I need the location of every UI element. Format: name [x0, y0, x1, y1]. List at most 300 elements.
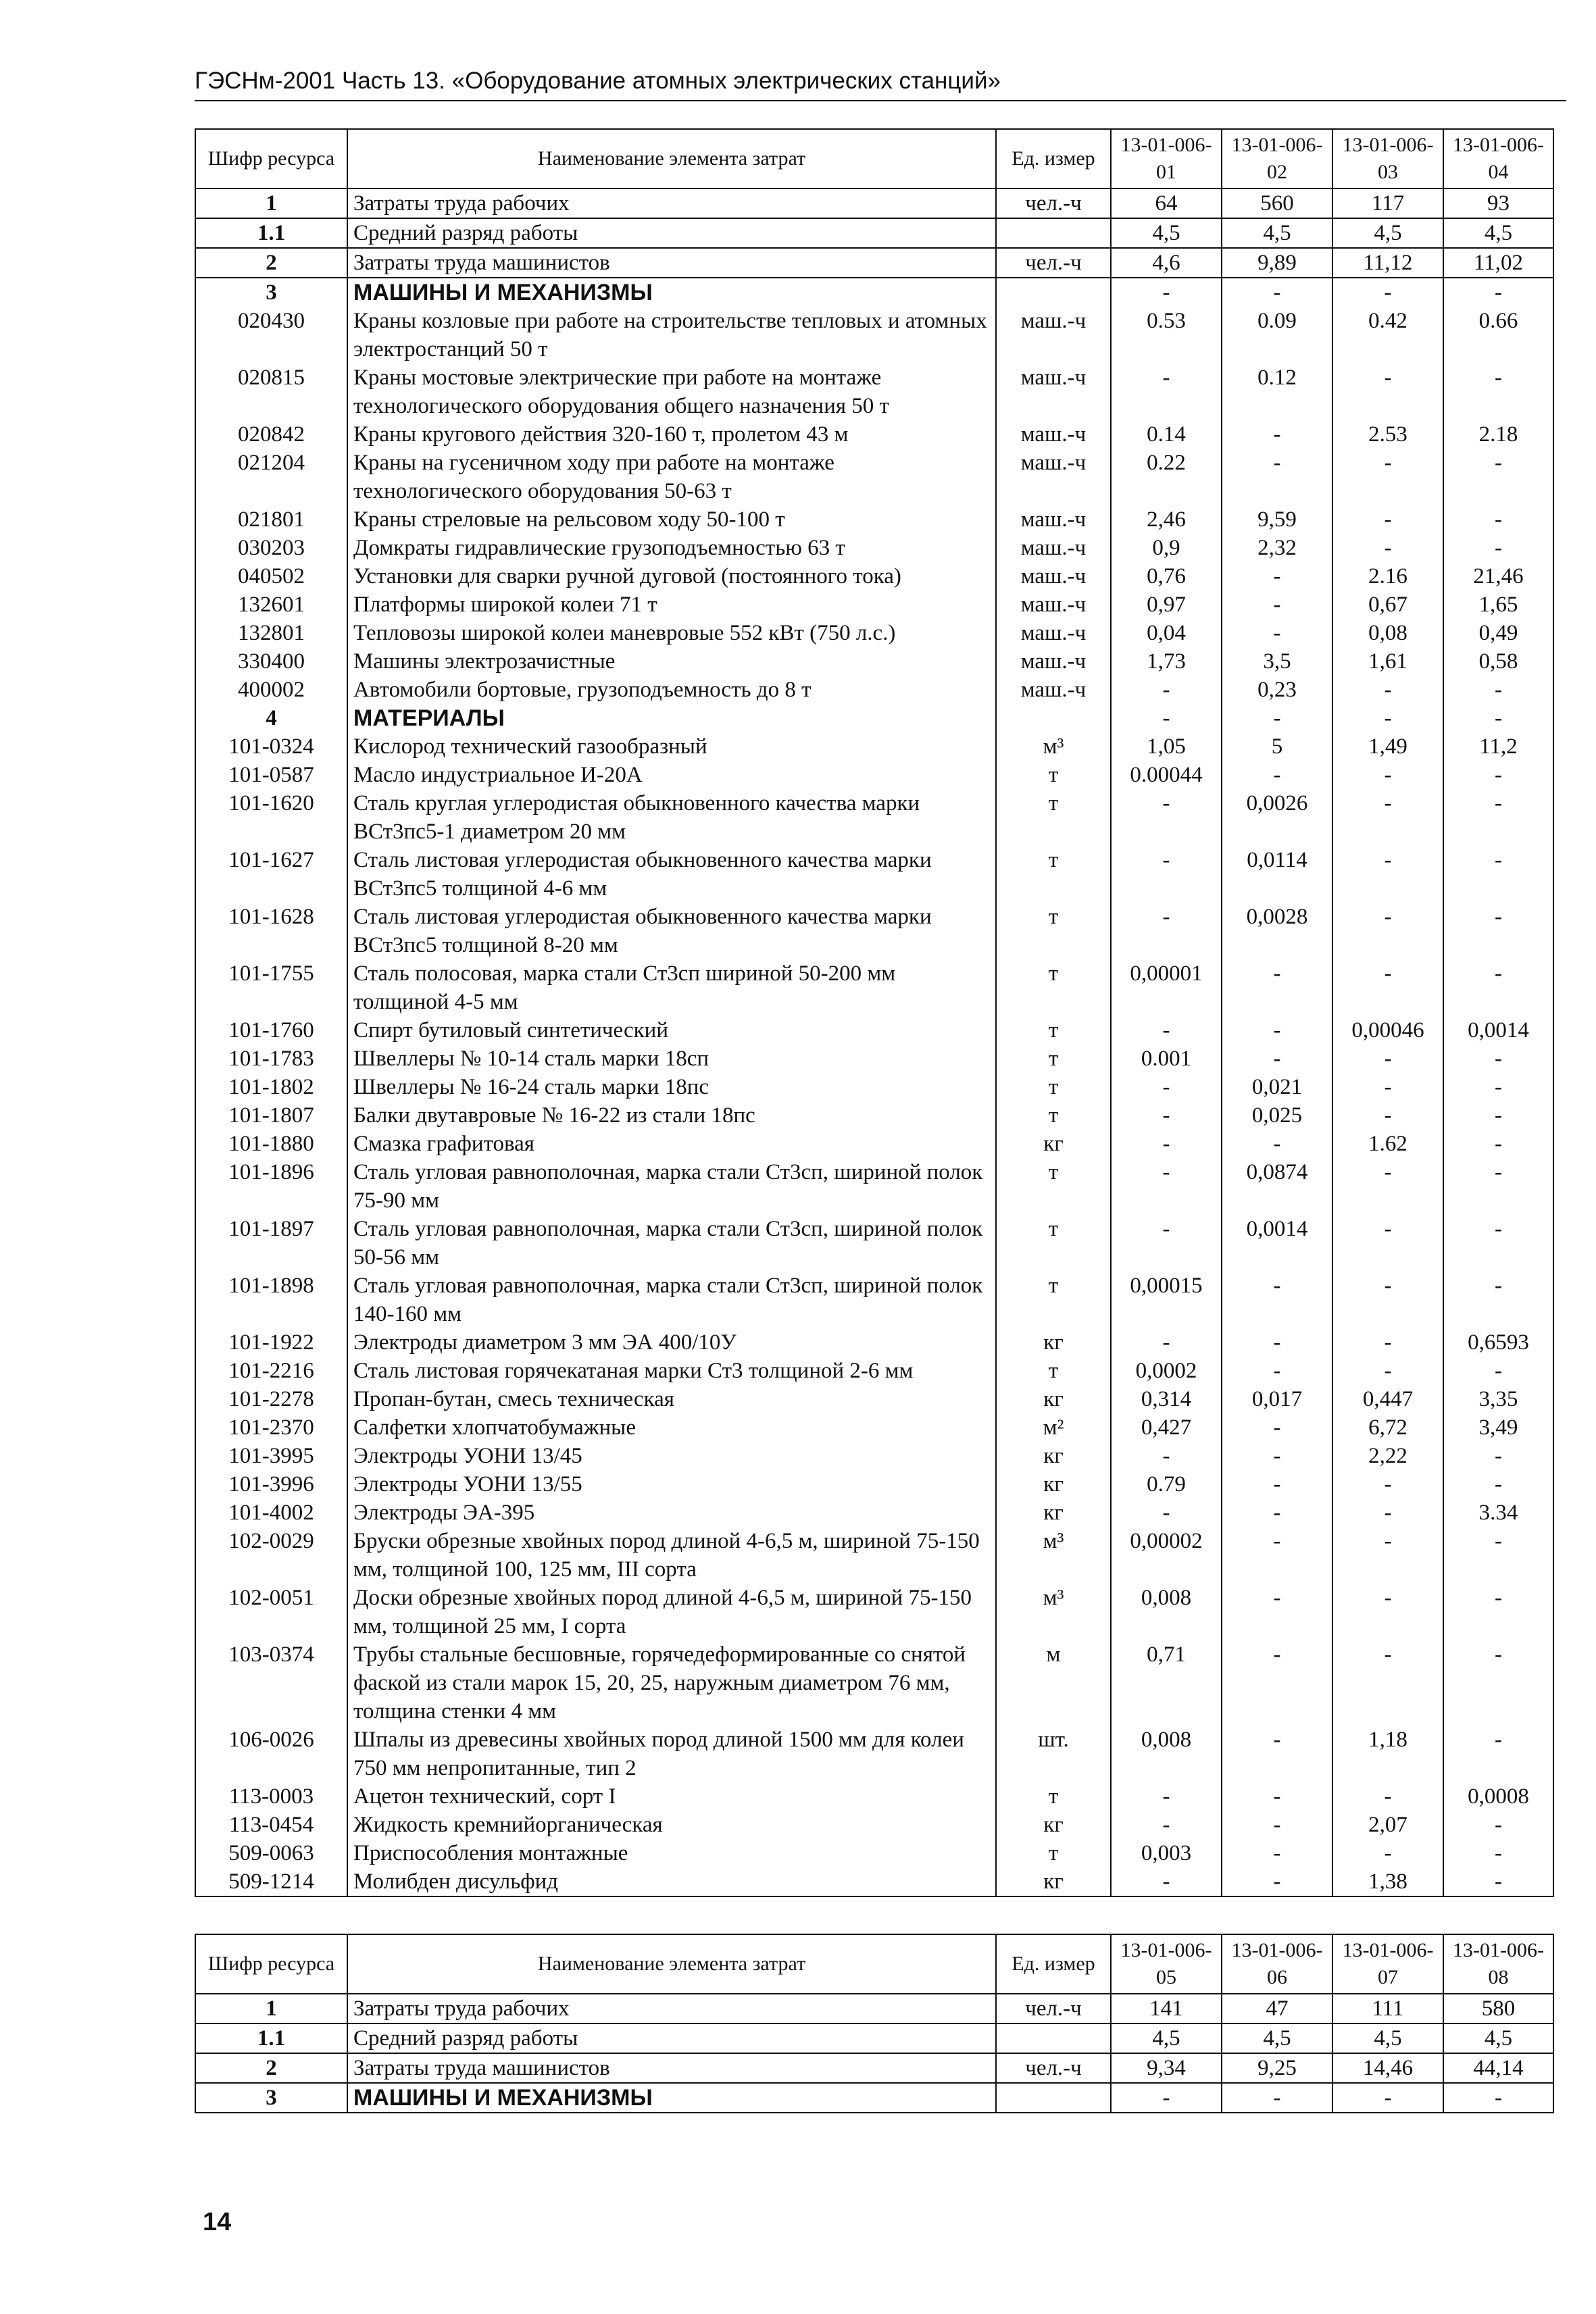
cell-unit: кг	[996, 1442, 1111, 1470]
cell-value: -	[1443, 505, 1553, 534]
cell-code: 1	[195, 188, 347, 218]
cell-value: -	[1332, 846, 1443, 903]
cell-value: -	[1222, 1782, 1332, 1811]
cell-unit: т	[996, 1016, 1111, 1045]
cell-unit: м³	[996, 732, 1111, 761]
cell-value: 0,314	[1111, 1385, 1222, 1413]
cell-name: Домкраты гидравлические грузоподъемностью 63 т	[347, 534, 996, 562]
cell-value: 111	[1332, 1994, 1443, 2023]
table-row	[195, 1101, 1553, 1130]
column-header: Ед. измер	[996, 1934, 1111, 1994]
cell-unit: кг	[996, 1470, 1111, 1499]
cell-value: -	[1443, 1130, 1553, 1158]
cell-value: 0.79	[1111, 1470, 1222, 1499]
cell-value: -	[1332, 959, 1443, 1016]
cell-code: 102-0029	[195, 1527, 347, 1584]
table-row	[195, 2053, 1553, 2083]
column-header: Наименование элемента затрат	[347, 1934, 996, 1994]
cell-value: 2.53	[1332, 420, 1443, 449]
cell-name: Краны на гусеничном ходу при работе на монтаже технологического оборудования 50-63 т	[347, 449, 996, 505]
cell-value: 0,0026	[1222, 789, 1332, 846]
cell-value: -	[1443, 789, 1553, 846]
cell-value: -	[1111, 704, 1222, 732]
table-row	[195, 363, 1553, 420]
table-row	[195, 1328, 1553, 1357]
cell-value: -	[1111, 1130, 1222, 1158]
cell-value: 0,0008	[1443, 1782, 1553, 1811]
column-header: 13-01-006-05	[1111, 1934, 1222, 1994]
cell-unit: маш.-ч	[996, 449, 1111, 505]
cell-value: 21,46	[1443, 562, 1553, 590]
cell-value: 0,447	[1332, 1385, 1443, 1413]
cell-unit: маш.-ч	[996, 420, 1111, 449]
cell-code: 1.1	[195, 2023, 347, 2053]
cell-name: Платформы широкой колеи 71 т	[347, 590, 996, 619]
table-row	[195, 248, 1553, 278]
cell-code: 330400	[195, 647, 347, 676]
cell-value: -	[1443, 676, 1553, 704]
cell-name: Шпалы из древесины хвойных пород длиной 1500 мм для колеи 750 мм непропитанные, тип 2	[347, 1726, 996, 1782]
cell-code: 101-1628	[195, 903, 347, 959]
cell-name: Электроды ЭА-395	[347, 1499, 996, 1527]
table-row	[195, 1413, 1553, 1442]
cell-name: Затраты труда рабочих	[347, 188, 996, 218]
cell-code: 030203	[195, 534, 347, 562]
cell-value: -	[1332, 1073, 1443, 1101]
cell-value: 1.62	[1332, 1130, 1443, 1158]
cell-value: -	[1443, 1158, 1553, 1215]
cell-value: -	[1332, 1499, 1443, 1527]
cell-code: 3	[195, 278, 347, 307]
cell-name: Краны козловые при работе на строительстве тепловых и атомных электростанций 50 т	[347, 307, 996, 363]
cell-code: 020430	[195, 307, 347, 363]
cell-name: Кислород технический газообразный	[347, 732, 996, 761]
cell-name: Краны кругового действия 320-160 т, пролетом 43 м	[347, 420, 996, 449]
cell-value: 44,14	[1443, 2053, 1553, 2083]
cell-code: 101-1783	[195, 1045, 347, 1073]
cell-value: -	[1111, 1782, 1222, 1811]
column-header: 13-01-006-03	[1332, 129, 1443, 188]
cell-value: 0.66	[1443, 307, 1553, 363]
cell-unit: м	[996, 1640, 1111, 1726]
cell-value: -	[1111, 1073, 1222, 1101]
cell-value: 0,49	[1443, 619, 1553, 647]
cell-unit: маш.-ч	[996, 676, 1111, 704]
cell-value: 4,5	[1443, 218, 1553, 248]
cell-code: 113-0003	[195, 1782, 347, 1811]
cell-value: 117	[1332, 188, 1443, 218]
cell-value: 0,0002	[1111, 1357, 1222, 1385]
cell-value: -	[1222, 1726, 1332, 1782]
cell-unit: м²	[996, 1413, 1111, 1442]
cell-value: 2,32	[1222, 534, 1332, 562]
table-row	[195, 619, 1553, 647]
cell-value: 0.09	[1222, 307, 1332, 363]
cell-unit: чел.-ч	[996, 248, 1111, 278]
cell-value: -	[1222, 1470, 1332, 1499]
cell-code: 2	[195, 2053, 347, 2083]
column-header: Ед. измер	[996, 129, 1111, 188]
cell-value: 0,23	[1222, 676, 1332, 704]
table-row	[195, 449, 1553, 505]
table-header-row	[195, 129, 1553, 188]
table-row	[195, 1385, 1553, 1413]
cell-name: Сталь угловая равнополочная, марка стали Ст3сп, шириной полок 50-56 мм	[347, 1215, 996, 1272]
cell-unit: т	[996, 1272, 1111, 1328]
cell-unit: маш.-ч	[996, 307, 1111, 363]
cell-value: 0,021	[1222, 1073, 1332, 1101]
cell-name: Сталь круглая углеродистая обыкновенного качества марки ВСт3пс5-1 диаметром 20 мм	[347, 789, 996, 846]
cell-unit: м³	[996, 1584, 1111, 1640]
table-row	[195, 1130, 1553, 1158]
cell-unit: маш.-ч	[996, 363, 1111, 420]
cell-unit: кг	[996, 1867, 1111, 1896]
cell-value: -	[1332, 1158, 1443, 1215]
table-row	[195, 1470, 1553, 1499]
cell-unit: кг	[996, 1811, 1111, 1839]
cell-value: -	[1111, 1101, 1222, 1130]
cell-value: -	[1443, 2083, 1553, 2113]
cell-value: -	[1332, 789, 1443, 846]
cell-value: 4,5	[1332, 218, 1443, 248]
cell-value: 1,05	[1111, 732, 1222, 761]
table-row	[195, 1499, 1553, 1527]
cell-value: -	[1222, 1867, 1332, 1896]
cell-name: Ацетон технический, сорт I	[347, 1782, 996, 1811]
table-row	[195, 188, 1553, 218]
table-row	[195, 732, 1553, 761]
cell-name: Электроды УОНИ 13/45	[347, 1442, 996, 1470]
cell-value: 141	[1111, 1994, 1222, 2023]
column-header: Шифр ресурса	[195, 129, 347, 188]
cell-value: 1,65	[1443, 590, 1553, 619]
cell-value: 0,008	[1111, 1584, 1222, 1640]
table-row	[195, 1158, 1553, 1215]
cell-value: 5	[1222, 732, 1332, 761]
cell-value: -	[1332, 1328, 1443, 1357]
section-row	[195, 704, 1553, 732]
cell-name: Смазка графитовая	[347, 1130, 996, 1158]
cell-code: 020842	[195, 420, 347, 449]
table-row	[195, 846, 1553, 903]
cell-value: -	[1222, 1839, 1332, 1867]
cell-code: 101-1898	[195, 1272, 347, 1328]
cell-value: -	[1222, 1442, 1332, 1470]
cell-name: Молибден дисульфид	[347, 1867, 996, 1896]
cell-value: 3,35	[1443, 1385, 1553, 1413]
cell-value: 14,46	[1332, 2053, 1443, 2083]
cell-name: Автомобили бортовые, грузоподъемность до 8 т	[347, 676, 996, 704]
cell-value: 0,0874	[1222, 1158, 1332, 1215]
resource-table-2	[195, 1934, 1554, 2113]
cell-value: 2,22	[1332, 1442, 1443, 1470]
cell-name: Салфетки хлопчатобумажные	[347, 1413, 996, 1442]
cell-value: -	[1111, 1499, 1222, 1527]
cell-value: 0.00044	[1111, 761, 1222, 789]
table-row	[195, 1016, 1553, 1045]
cell-value: -	[1332, 1272, 1443, 1328]
cell-value: 0,427	[1111, 1413, 1222, 1442]
page-header: ГЭСНм-2001 Часть 13. «Оборудование атомных электрических станций»	[195, 66, 1566, 101]
cell-code: 3	[195, 2083, 347, 2113]
cell-value: 2.16	[1332, 562, 1443, 590]
cell-unit	[996, 218, 1111, 248]
cell-name: МАШИНЫ И МЕХАНИЗМЫ	[347, 2083, 996, 2113]
cell-unit	[996, 704, 1111, 732]
cell-value: 0.12	[1222, 363, 1332, 420]
cell-value: -	[1443, 363, 1553, 420]
cell-value: -	[1332, 1782, 1443, 1811]
table-row	[195, 959, 1553, 1016]
cell-value: 0,0114	[1222, 846, 1332, 903]
cell-code: 102-0051	[195, 1584, 347, 1640]
cell-value: -	[1443, 1811, 1553, 1839]
cell-value: -	[1222, 2083, 1332, 2113]
column-header: 13-01-006-04	[1443, 129, 1553, 188]
cell-unit: т	[996, 1357, 1111, 1385]
cell-value: -	[1222, 761, 1332, 789]
cell-value: -	[1332, 1045, 1443, 1073]
table-row	[195, 1640, 1553, 1726]
cell-name: Средний разряд работы	[347, 2023, 996, 2053]
cell-value: -	[1443, 846, 1553, 903]
cell-unit: маш.-ч	[996, 534, 1111, 562]
cell-value: -	[1222, 959, 1332, 1016]
cell-value: 11,12	[1332, 248, 1443, 278]
cell-unit: т	[996, 1158, 1111, 1215]
cell-value: -	[1222, 1811, 1332, 1839]
table-row	[195, 761, 1553, 789]
cell-value: -	[1111, 363, 1222, 420]
cell-unit: маш.-ч	[996, 647, 1111, 676]
section-row	[195, 2083, 1553, 2113]
cell-code: 1.1	[195, 218, 347, 248]
cell-value: -	[1111, 789, 1222, 846]
cell-value: -	[1111, 278, 1222, 307]
table-row	[195, 562, 1553, 590]
cell-value: -	[1111, 1215, 1222, 1272]
cell-value: -	[1111, 1158, 1222, 1215]
cell-value: -	[1443, 1073, 1553, 1101]
cell-code: 101-1896	[195, 1158, 347, 1215]
column-header: 13-01-006-06	[1222, 1934, 1332, 1994]
cell-unit: маш.-ч	[996, 619, 1111, 647]
cell-value: 580	[1443, 1994, 1553, 2023]
cell-value: 9,89	[1222, 248, 1332, 278]
cell-value: -	[1443, 1726, 1553, 1782]
cell-value: 0,97	[1111, 590, 1222, 619]
cell-code: 101-2370	[195, 1413, 347, 1442]
cell-value: 4,5	[1222, 2023, 1332, 2053]
cell-value: 0,0014	[1443, 1016, 1553, 1045]
cell-name: МАШИНЫ И МЕХАНИЗМЫ	[347, 278, 996, 307]
cell-value: 0,00002	[1111, 1527, 1222, 1584]
column-header: 13-01-006-08	[1443, 1934, 1553, 1994]
cell-value: 6,72	[1332, 1413, 1443, 1442]
cell-value: 0,71	[1111, 1640, 1222, 1726]
cell-value: -	[1332, 1215, 1443, 1272]
cell-unit: кг	[996, 1130, 1111, 1158]
cell-value: 0,0028	[1222, 903, 1332, 959]
column-header: 13-01-006-07	[1332, 1934, 1443, 1994]
cell-value: -	[1332, 278, 1443, 307]
cell-value: 0,6593	[1443, 1328, 1553, 1357]
cell-code: 103-0374	[195, 1640, 347, 1726]
cell-name: Машины электрозачистные	[347, 647, 996, 676]
table-row	[195, 1357, 1553, 1385]
table-row	[195, 789, 1553, 846]
cell-value: -	[1443, 704, 1553, 732]
cell-name: МАТЕРИАЛЫ	[347, 704, 996, 732]
cell-value: 0,0014	[1222, 1215, 1332, 1272]
cell-value: -	[1332, 676, 1443, 704]
cell-code: 509-1214	[195, 1867, 347, 1896]
table-row	[195, 1527, 1553, 1584]
table-row	[195, 1215, 1553, 1272]
cell-code: 113-0454	[195, 1811, 347, 1839]
cell-value: -	[1443, 1584, 1553, 1640]
cell-value: -	[1222, 590, 1332, 619]
resource-table-1	[195, 128, 1554, 1897]
table-body	[195, 1994, 1553, 2113]
cell-value: -	[1443, 1101, 1553, 1130]
cell-name: Жидкость кремнийорганическая	[347, 1811, 996, 1839]
cell-name: Бруски обрезные хвойных пород длиной 4-6,5 м, шириной 75-150 мм, толщиной 100, 125 мм, III сорта	[347, 1527, 996, 1584]
table-row	[195, 903, 1553, 959]
cell-value: -	[1111, 1811, 1222, 1839]
cell-value: -	[1443, 1470, 1553, 1499]
cell-code: 020815	[195, 363, 347, 420]
cell-unit: т	[996, 1073, 1111, 1101]
cell-value: -	[1111, 1328, 1222, 1357]
cell-value: 0,025	[1222, 1101, 1332, 1130]
cell-unit: м³	[996, 1527, 1111, 1584]
cell-value: -	[1111, 1867, 1222, 1896]
cell-name: Доски обрезные хвойных пород длиной 4-6,5 м, шириной 75-150 мм, толщиной 25 мм, I сорта	[347, 1584, 996, 1640]
table-row	[195, 1584, 1553, 1640]
cell-code: 101-1620	[195, 789, 347, 846]
cell-value: -	[1222, 1640, 1332, 1726]
cell-value: -	[1222, 562, 1332, 590]
cell-value: 0.001	[1111, 1045, 1222, 1073]
cell-value: 0.22	[1111, 449, 1222, 505]
cell-name: Средний разряд работы	[347, 218, 996, 248]
cell-value: -	[1332, 449, 1443, 505]
cell-unit: кг	[996, 1499, 1111, 1527]
cell-value: 0,9	[1111, 534, 1222, 562]
cell-value: 3,5	[1222, 647, 1332, 676]
cell-name: Сталь угловая равнополочная, марка стали Ст3сп, шириной полок 75-90 мм	[347, 1158, 996, 1215]
cell-unit: т	[996, 1215, 1111, 1272]
table-row	[195, 420, 1553, 449]
cell-value: 0.53	[1111, 307, 1222, 363]
cell-value: -	[1222, 619, 1332, 647]
table-row	[195, 676, 1553, 704]
cell-value: -	[1332, 1101, 1443, 1130]
cell-value: -	[1332, 505, 1443, 534]
cell-unit	[996, 2023, 1111, 2053]
cell-unit: т	[996, 789, 1111, 846]
cell-value: -	[1443, 1272, 1553, 1328]
cell-code: 101-1760	[195, 1016, 347, 1045]
cell-code: 101-1755	[195, 959, 347, 1016]
cell-value: 9,59	[1222, 505, 1332, 534]
cell-code: 509-0063	[195, 1839, 347, 1867]
cell-value: -	[1332, 761, 1443, 789]
cell-value: -	[1111, 846, 1222, 903]
cell-value: 2,07	[1332, 1811, 1443, 1839]
cell-unit: т	[996, 903, 1111, 959]
cell-name: Краны мостовые электрические при работе на монтаже технологического оборудования общего назначения 50 т	[347, 363, 996, 420]
cell-unit: чел.-ч	[996, 1994, 1111, 2023]
cell-value: -	[1222, 1130, 1332, 1158]
cell-value: 11,2	[1443, 732, 1553, 761]
cell-value: 0,00015	[1111, 1272, 1222, 1328]
cell-value: -	[1443, 1045, 1553, 1073]
table-row	[195, 2023, 1553, 2053]
table-row	[195, 1811, 1553, 1839]
cell-value: 0,04	[1111, 619, 1222, 647]
cell-unit: т	[996, 1839, 1111, 1867]
cell-value: 0,008	[1111, 1726, 1222, 1782]
cell-unit: т	[996, 1101, 1111, 1130]
cell-code: 021204	[195, 449, 347, 505]
table-row	[195, 1839, 1553, 1867]
cell-name: Приспособления монтажные	[347, 1839, 996, 1867]
cell-name: Балки двутавровые № 16-22 из стали 18пс	[347, 1101, 996, 1130]
cell-value: 0,017	[1222, 1385, 1332, 1413]
cell-code: 101-1880	[195, 1130, 347, 1158]
cell-value: -	[1332, 534, 1443, 562]
table-header-row	[195, 1934, 1553, 1994]
cell-unit: шт.	[996, 1726, 1111, 1782]
cell-value: -	[1443, 278, 1553, 307]
cell-name: Сталь листовая горячекатаная марки Ст3 толщиной 2-6 мм	[347, 1357, 996, 1385]
cell-value: -	[1332, 2083, 1443, 2113]
cell-value: -	[1111, 1016, 1222, 1045]
cell-value: -	[1443, 903, 1553, 959]
cell-value: 64	[1111, 188, 1222, 218]
cell-value: -	[1443, 1640, 1553, 1726]
cell-value: 9,34	[1111, 2053, 1222, 2083]
cell-name: Швеллеры № 10-14 сталь марки 18сп	[347, 1045, 996, 1073]
cell-value: -	[1443, 761, 1553, 789]
page-number: 14	[203, 2208, 232, 2236]
cell-value: -	[1222, 1272, 1332, 1328]
cell-value: 0,00001	[1111, 959, 1222, 1016]
cell-value: 0.14	[1111, 420, 1222, 449]
cell-code: 101-0324	[195, 732, 347, 761]
cell-name: Затраты труда рабочих	[347, 1994, 996, 2023]
cell-value: -	[1443, 449, 1553, 505]
cell-value: 9,25	[1222, 2053, 1332, 2083]
cell-value: 4,5	[1111, 218, 1222, 248]
cell-value: 0,76	[1111, 562, 1222, 590]
cell-value: -	[1222, 449, 1332, 505]
cell-code: 132801	[195, 619, 347, 647]
cell-name: Электроды УОНИ 13/55	[347, 1470, 996, 1499]
cell-value: -	[1332, 704, 1443, 732]
cell-unit	[996, 278, 1111, 307]
cell-value: 4,5	[1111, 2023, 1222, 2053]
cell-value: -	[1222, 1499, 1332, 1527]
cell-value: -	[1111, 676, 1222, 704]
table-row	[195, 1272, 1553, 1328]
cell-value: 1,38	[1332, 1867, 1443, 1896]
cell-name: Масло индустриальное И-20А	[347, 761, 996, 789]
cell-value: -	[1111, 1442, 1222, 1470]
cell-code: 101-1627	[195, 846, 347, 903]
